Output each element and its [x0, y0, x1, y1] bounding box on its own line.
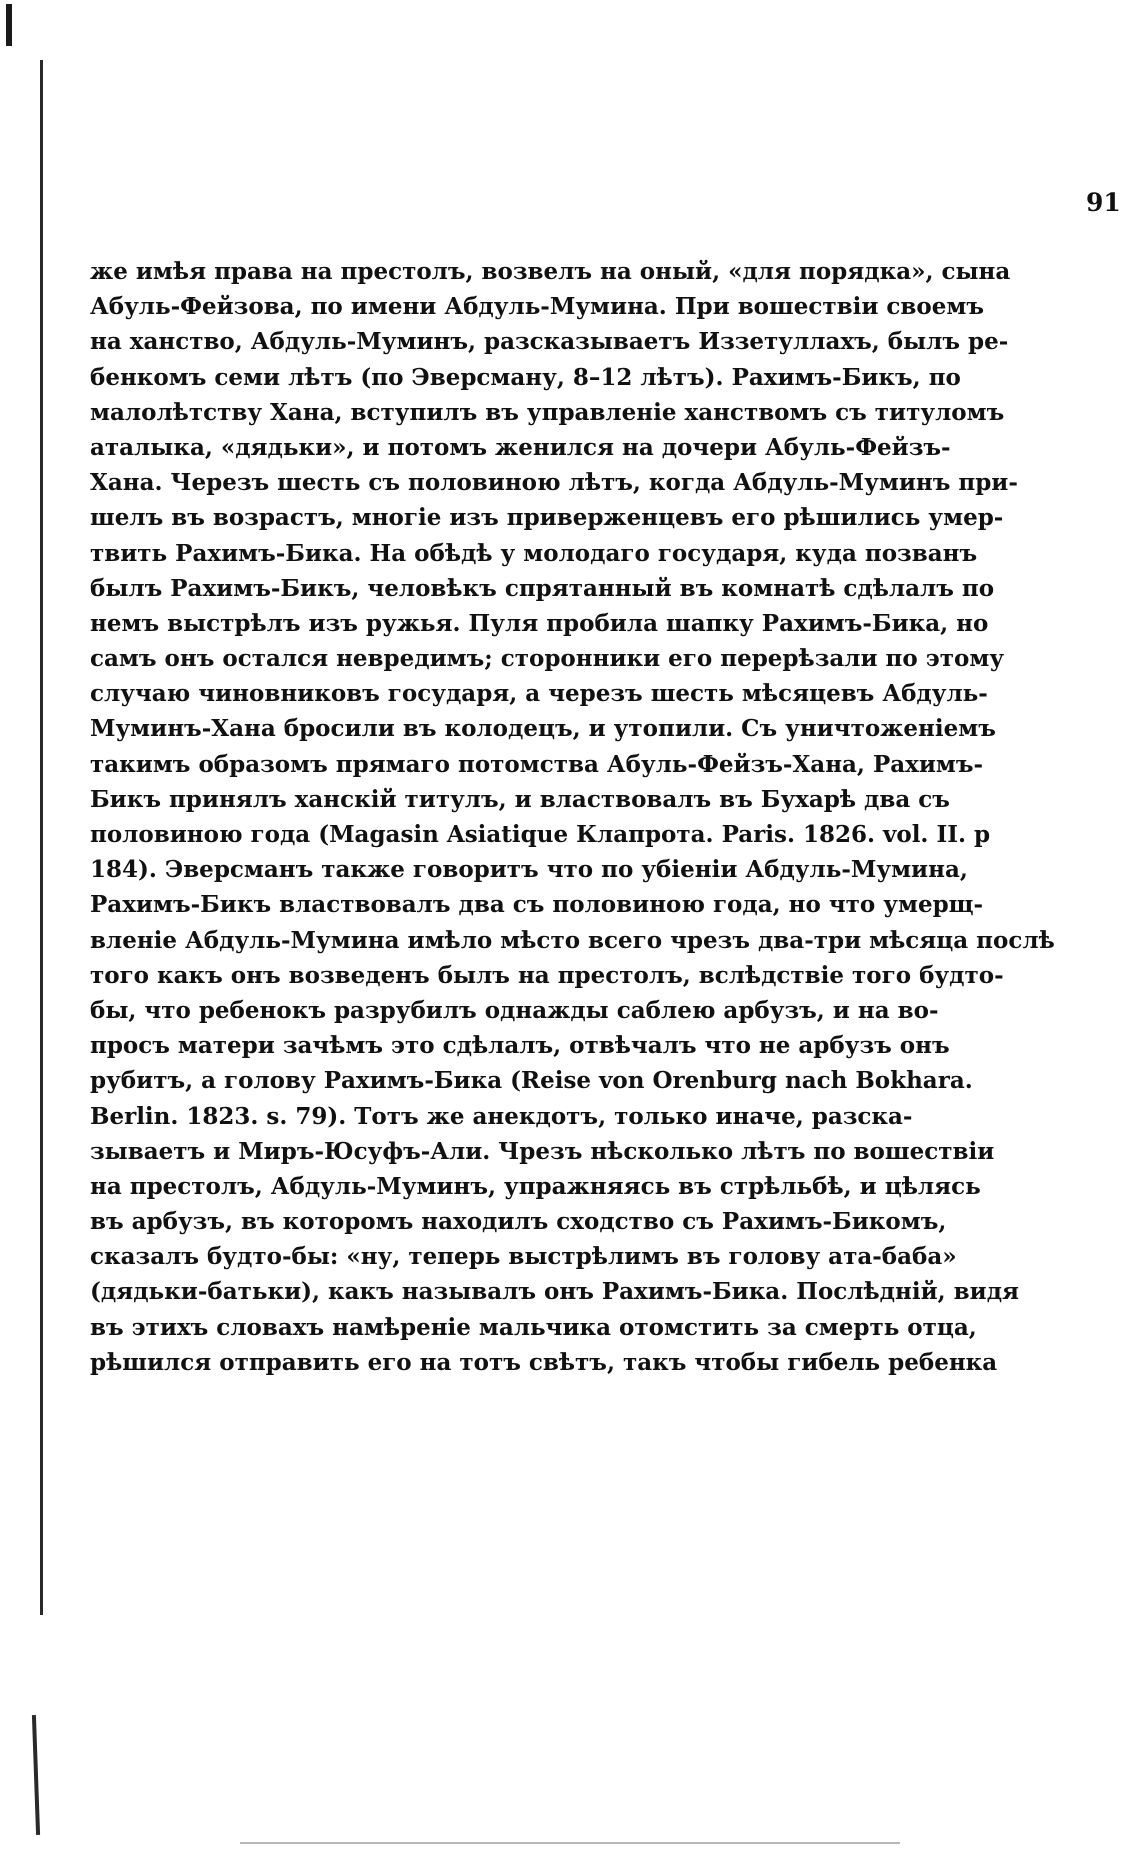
text-line: Berlin. 1823. s. 79). Тотъ же анекдотъ, только иначе, разска-: [90, 1102, 913, 1130]
text-line: малолѣтству Хана, вступилъ въ управленіе ханствомъ съ титуломъ: [90, 398, 1005, 426]
scan-bottom-edge: [240, 1842, 900, 1844]
text-line: бы, что ребенокъ разрубилъ однажды саблею арбузъ, и на во-: [90, 996, 939, 1024]
text-line: Муминъ-Хана бросили въ колодецъ, и утопили. Съ уничтоженіемъ: [90, 715, 996, 743]
text-line: Хана. Черезъ шесть съ половиною лѣтъ, когда Абдуль-Муминъ при-: [90, 469, 1018, 497]
text-line: вленіе Абдуль-Мумина имѣло мѣсто всего чрезъ два-три мѣсяца послѣ: [90, 926, 1055, 954]
text-line: того какъ онъ возведенъ былъ на престолъ, вслѣдствіе того будто-: [90, 961, 1004, 989]
scan-edge-mark: [6, 4, 12, 46]
text-line: просъ матери зачѣмъ это сдѣлалъ, отвѣчалъ что не арбузъ онъ: [90, 1032, 950, 1060]
text-line: (дядьки-батьки), какъ называлъ онъ Рахимъ-Бика. Послѣдній, видя: [90, 1278, 1020, 1306]
text-line: Рахимъ-Бикъ властвовалъ два съ половиною года, но что умерщ-: [90, 891, 984, 919]
text-line: случаю чиновниковъ государя, а черезъ шесть мѣсяцевъ Абдуль-: [90, 680, 988, 708]
page-left-border: [40, 60, 43, 1615]
text-line: бенкомъ семи лѣтъ (по Эверсману, 8–12 лѣтъ). Рахимъ-Бикъ, по: [90, 363, 961, 391]
page-number: 91: [1086, 188, 1121, 217]
text-line: такимъ образомъ прямаго потомства Абуль-Фейзъ-Хана, Рахимъ-: [90, 750, 984, 778]
text-line: немъ выстрѣлъ изъ ружья. Пуля пробила шапку Рахимъ-Бика, но: [90, 609, 989, 637]
text-line: былъ Рахимъ-Бикъ, человѣкъ спрятанный въ комнатѣ сдѣлалъ по: [90, 574, 995, 602]
text-line: твить Рахимъ-Бика. На обѣдѣ у молодаго государя, куда позванъ: [90, 539, 978, 567]
text-line: рубитъ, а голову Рахимъ-Бика (Reise von Orenburg nach Bokhara.: [90, 1067, 973, 1095]
text-line: на престолъ, Абдуль-Муминъ, упражняясь въ стрѣльбѣ, и цѣлясь: [90, 1172, 981, 1200]
text-line: же имѣя права на престолъ, возвелъ на оный, «для порядка», сына: [90, 258, 1011, 285]
text-line: въ этихъ словахъ намѣреніе мальчика отомстить за смерть отца,: [90, 1313, 977, 1341]
text-line: сказалъ будто-бы: «ну, теперь выстрѣлимъ въ голову ата-баба»: [90, 1243, 957, 1271]
text-line: рѣшился отправить его на тотъ свѣтъ, такъ чтобы гибель ребенка: [90, 1348, 998, 1376]
text-line: 184). Эверсманъ также говоритъ что по убіеніи Абдуль-Мумина,: [90, 856, 968, 884]
text-line: зываетъ и Миръ-Юсуфъ-Али. Чрезъ нѣсколько лѣтъ по вошествіи: [90, 1137, 995, 1165]
text-line: Абуль-Фейзова, по имени Абдуль-Мумина. При вошествіи своемъ: [90, 293, 984, 321]
text-line: шелъ въ возрастъ, многіе изъ приверженцевъ его рѣшились умер-: [90, 504, 1004, 532]
text-line: самъ онъ остался невредимъ; сторонники его перерѣзали по этому: [90, 645, 1005, 673]
scan-edge-mark-bottom: [32, 1715, 40, 1835]
text-line: въ арбузъ, въ которомъ находилъ сходство съ Рахимъ-Бикомъ,: [90, 1208, 947, 1236]
text-line: Бикъ принялъ ханскій титулъ, и властвовалъ въ Бухарѣ два съ: [90, 785, 950, 813]
body-text: [90, 254, 1090, 1380]
text-line: на ханство, Абдуль-Муминъ, разсказываетъ Иззетуллахъ, былъ ре-: [90, 328, 1009, 356]
text-line: половиною года (Magasin Asiatique Клапрота. Paris. 1826. vol. II. p: [90, 821, 991, 848]
text-line: аталыка, «дядьки», и потомъ женился на дочери Абуль-Фейзъ-: [90, 433, 951, 461]
